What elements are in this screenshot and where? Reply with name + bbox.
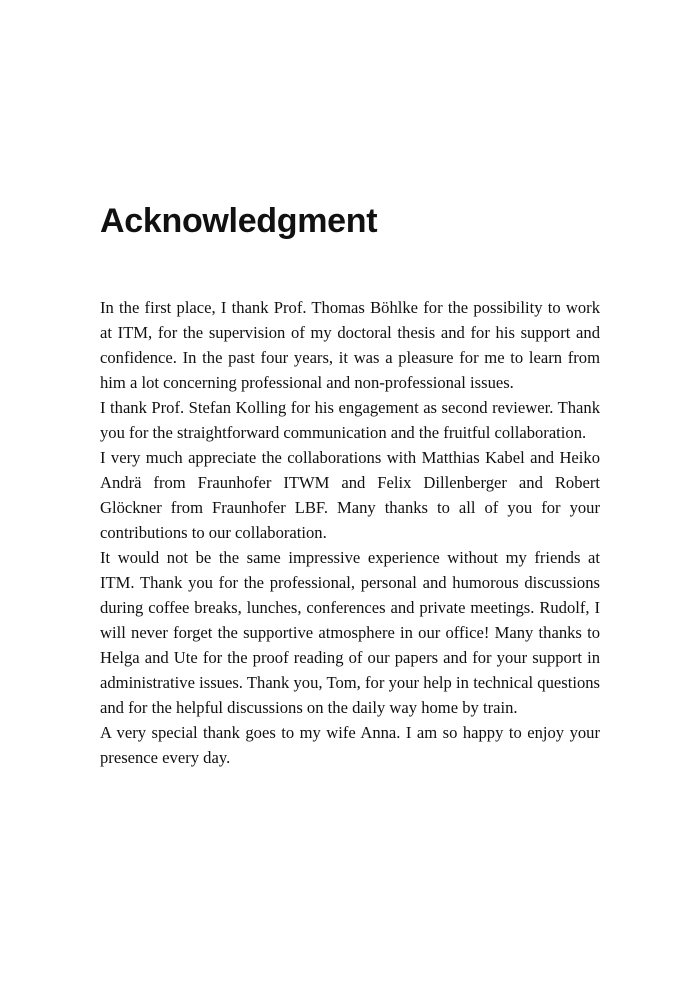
paragraph-reviewer: I thank Prof. Stefan Kolling for his engagement as second reviewer. Thank you for the straightforward communication and the fruitful collaboration. [100,398,600,442]
paragraph-colleagues: It would not be the same impressive experience without my friends at ITM. Thank you for the professional, personal and humorous discussions during coffee breaks, lunches, conferences and private meetings. Rudolf, I will never forget the supportive atmosphere in our office! Many thanks to Helga and Ute for the proof reading of our papers and for your support in administrative issues. Thank you, Tom, for your help in technical questions and for the helpful discussions on the daily way home by train. [100,548,600,717]
paragraph-family: A very special thank goes to my wife Anna. I am so happy to enjoy your presence every day. [100,723,600,767]
acknowledgment-body [100,295,600,770]
paragraph-collaborations: I very much appreciate the collaborations with Matthias Kabel and Heiko Andrä from Fraunhofer ITWM and Felix Dillenberger and Robert Glöckner from Fraunhofer LBF. Many thanks to all of you for your contributions to our collaboration. [100,448,600,542]
paragraph-supervisor: In the first place, I thank Prof. Thomas Böhlke for the possibility to work at ITM, for the supervision of my doctoral thesis and for his support and confidence. In the past four years, it was a pleasure for me to learn from him a lot concerning professional and non-professional issues. [100,298,600,392]
page-title: Acknowledgment [100,202,378,240]
